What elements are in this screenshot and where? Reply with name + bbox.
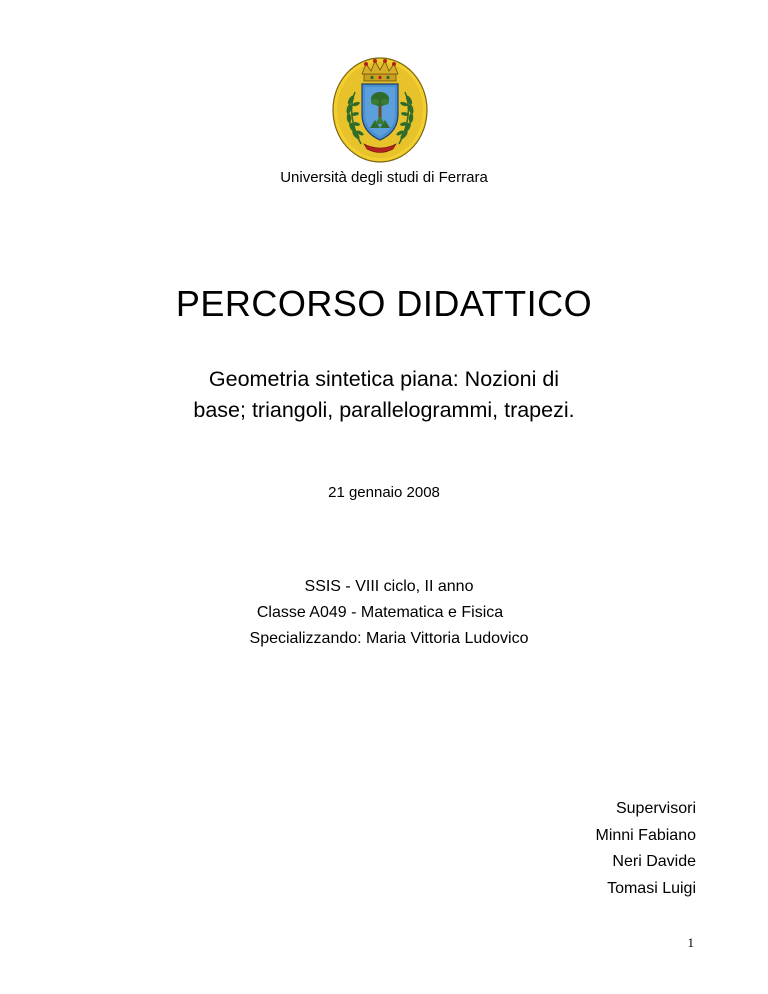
document-date: 21 gennaio 2008 xyxy=(328,484,440,501)
university-crest-icon xyxy=(331,52,429,164)
subtitle-line: Geometria sintetica piana: Nozioni di xyxy=(208,367,560,391)
supervisors-block xyxy=(596,796,697,902)
document-title: PERCORSO DIDATTICO xyxy=(175,283,593,324)
page-number: 1 xyxy=(687,935,694,950)
course-info xyxy=(0,574,768,652)
document-subtitle xyxy=(0,364,768,426)
specializing-student: Specializzando: Maria Vittoria Ludovico xyxy=(249,630,529,647)
supervisor-name: Tomasi Luigi xyxy=(607,879,696,897)
supervisors-heading: Supervisori xyxy=(615,800,696,817)
course-class: Classe A049 - Matematica e Fisica xyxy=(256,604,504,621)
supervisor-name: Neri Davide xyxy=(612,853,696,870)
course-cycle: SSIS - VIII ciclo, II anno xyxy=(304,578,474,595)
subtitle-line: base; triangoli, parallelogrammi, trapezi. xyxy=(193,398,575,422)
university-name: Università degli studi di Ferrara xyxy=(280,169,488,186)
supervisor-name: Minni Fabiano xyxy=(595,826,696,844)
